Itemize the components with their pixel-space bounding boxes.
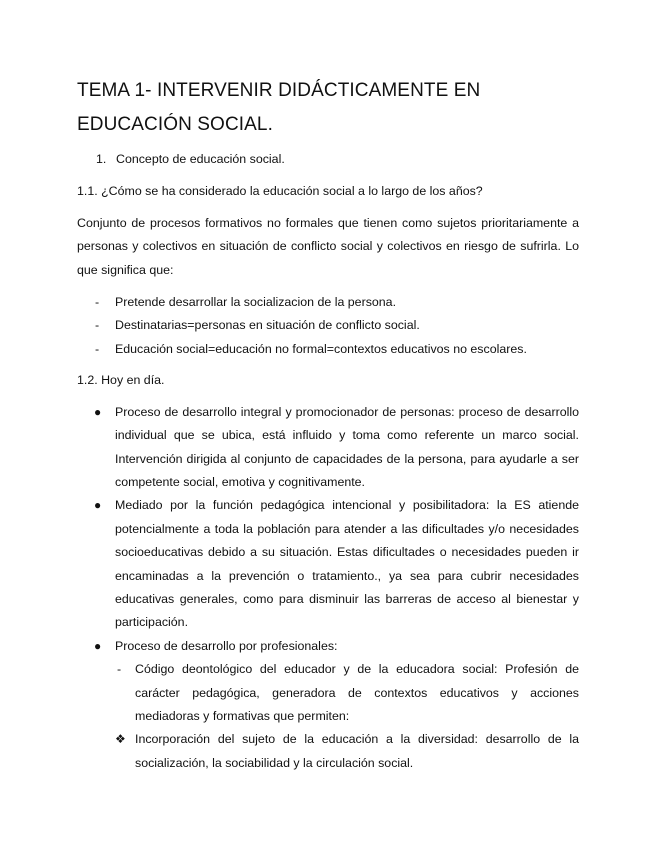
- dash-list: [77, 291, 579, 361]
- diamond-bullet-icon: ❖: [115, 732, 126, 747]
- document-page: [77, 74, 579, 775]
- dash-marker: -: [95, 318, 100, 333]
- bullet-icon: ●: [94, 404, 102, 419]
- bullet-icon: ●: [94, 638, 102, 653]
- subsection-heading-1-2: 1.2. Hoy en día.: [77, 373, 165, 388]
- subsection-heading-1-1: 1.1. ¿Cómo se ha considerado la educación social a lo largo de los años?: [77, 184, 483, 198]
- diamond-list: [77, 728, 579, 775]
- bullet-list: [77, 401, 579, 658]
- list-item: - Educación social=educación no formal=contextos educativos no escolares.: [77, 338, 579, 361]
- section-heading: [77, 148, 579, 171]
- list-item: - Destinatarias=personas en situación de conflicto social.: [77, 314, 579, 337]
- dash-marker: -: [95, 341, 100, 356]
- list-item: ❖ Incorporación del sujeto de la educación a la diversidad: desarrollo de la socialización, la sociabilidad y la circulación social.: [77, 728, 579, 775]
- list-item: ● Proceso de desarrollo integral y promocionador de personas: proceso de desarrollo individual que se ubica, está influido y toma como referente un marco social. Intervención dirigida al conjunto de capacidades de la persona, para ayudarle a ser competente social, emotiva y cognitivamente.: [77, 401, 579, 495]
- nested-dash-list: [77, 658, 579, 728]
- list-item: - Código deontológico del educador y de la educadora social: Profesión de carácter pedagógica, generadora de contextos educativos y acciones mediadoras y formativas que permiten:: [77, 658, 579, 728]
- list-item: ● Mediado por la función pedagógica intencional y posibilitadora: la ES atiende potencialmente a toda la población para atender a las dificultades y/o necesidades socioeducativas debido a su situación. Estas dificultades o necesidades pueden ir encaminadas a la prevención o tratamiento., ya sea para cubrir necesidades educativas generales, como para disminuir las barreras de acceso al bienestar y participación.: [77, 494, 579, 634]
- list-item: ● Proceso de desarrollo por profesionales:: [77, 635, 579, 658]
- dash-marker: -: [95, 295, 100, 309]
- section-number: 1.: [96, 152, 107, 166]
- document-title: TEMA 1- INTERVENIR DIDÁCTICAMENTE EN EDUCACIÓN SOCIAL.: [77, 80, 481, 135]
- dash-marker: -: [117, 662, 122, 677]
- list-item: - Pretende desarrollar la socializacion de la persona.: [77, 291, 579, 314]
- paragraph-definition: Conjunto de procesos formativos no formales que tienen como sujetos prioritariamente a personas y colectivos en situación de conflicto social y colectivos en riesgo de sufrirla. Lo que significa que:: [77, 215, 579, 277]
- bullet-icon: ●: [94, 498, 102, 513]
- section-label: Concepto de educación social.: [116, 152, 285, 166]
